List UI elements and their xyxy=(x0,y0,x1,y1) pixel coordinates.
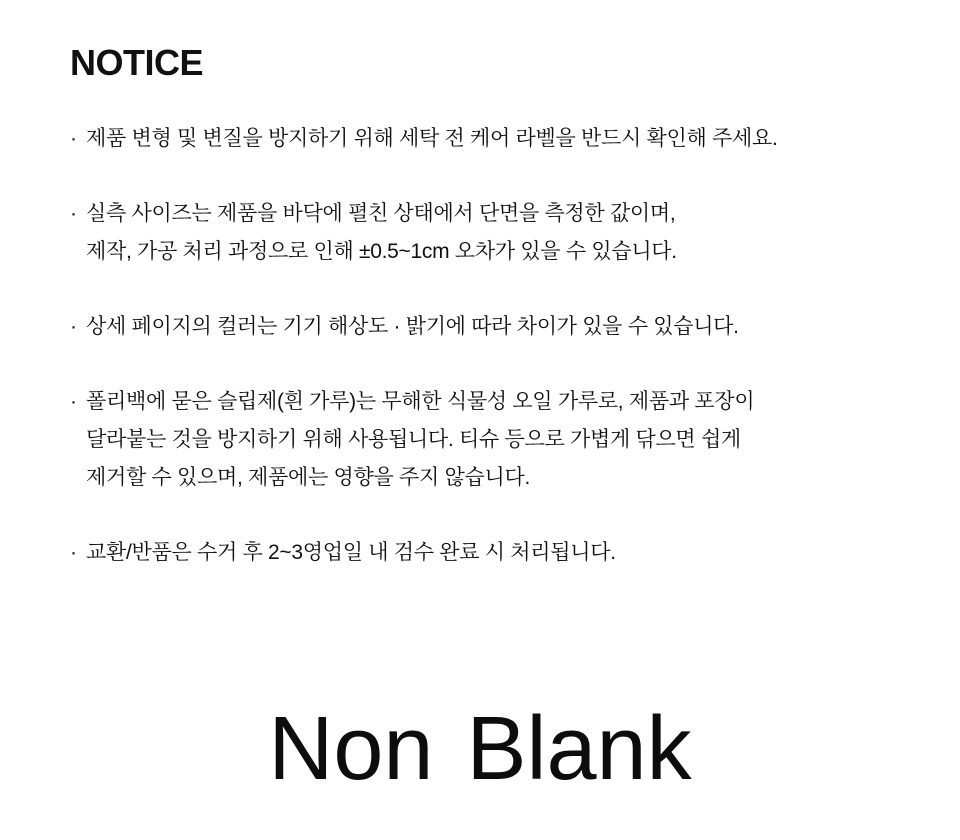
page-title: NOTICE xyxy=(70,42,204,83)
notice-item-slip-agent xyxy=(70,383,920,497)
bullet-dot-icon: · xyxy=(70,315,77,338)
notice-text xyxy=(86,534,920,572)
notice-item-exchange-return xyxy=(70,534,920,572)
notice-item-care-label xyxy=(70,120,920,158)
bullet-dot-icon: · xyxy=(70,127,77,150)
notice-text xyxy=(86,308,920,346)
bullet-dot-icon: · xyxy=(70,202,77,225)
notice-line: 달라붙는 것을 방지하기 위해 사용됩니다. 티슈 등으로 가볍게 닦으면 쉽게 xyxy=(86,428,741,451)
notice-line: 제거할 수 있으며, 제품에는 영향을 주지 않습니다. xyxy=(86,466,530,489)
notice-list xyxy=(70,120,920,572)
brand-logo: Non Blank xyxy=(268,699,692,799)
bullet-dot-icon: · xyxy=(70,541,77,564)
notice-text xyxy=(86,383,920,497)
notice-line: 실측 사이즈는 제품을 바닥에 펼친 상태에서 단면을 측정한 값이며, xyxy=(86,202,676,225)
notice-line: 폴리백에 묻은 슬립제(흰 가루)는 무해한 식물성 오일 가루로, 제품과 포장이 xyxy=(86,390,755,413)
notice-text xyxy=(86,195,920,271)
notice-line: 제품 변형 및 변질을 방지하기 위해 세탁 전 케어 라벨을 반드시 확인해 주세요. xyxy=(86,127,778,150)
notice-line: 교환/반품은 수거 후 2~3영업일 내 검수 완료 시 처리됩니다. xyxy=(86,541,616,564)
notice-item-color-difference xyxy=(70,308,920,346)
notice-line: 상세 페이지의 컬러는 기기 해상도 · 밝기에 따라 차이가 있을 수 있습니다. xyxy=(86,315,739,338)
notice-item-measured-size xyxy=(70,195,920,271)
notice-text xyxy=(86,120,920,158)
notice-line: 제작, 가공 처리 과정으로 인해 ±0.5~1cm 오차가 있을 수 있습니다. xyxy=(86,240,677,263)
bullet-dot-icon: · xyxy=(70,390,77,413)
